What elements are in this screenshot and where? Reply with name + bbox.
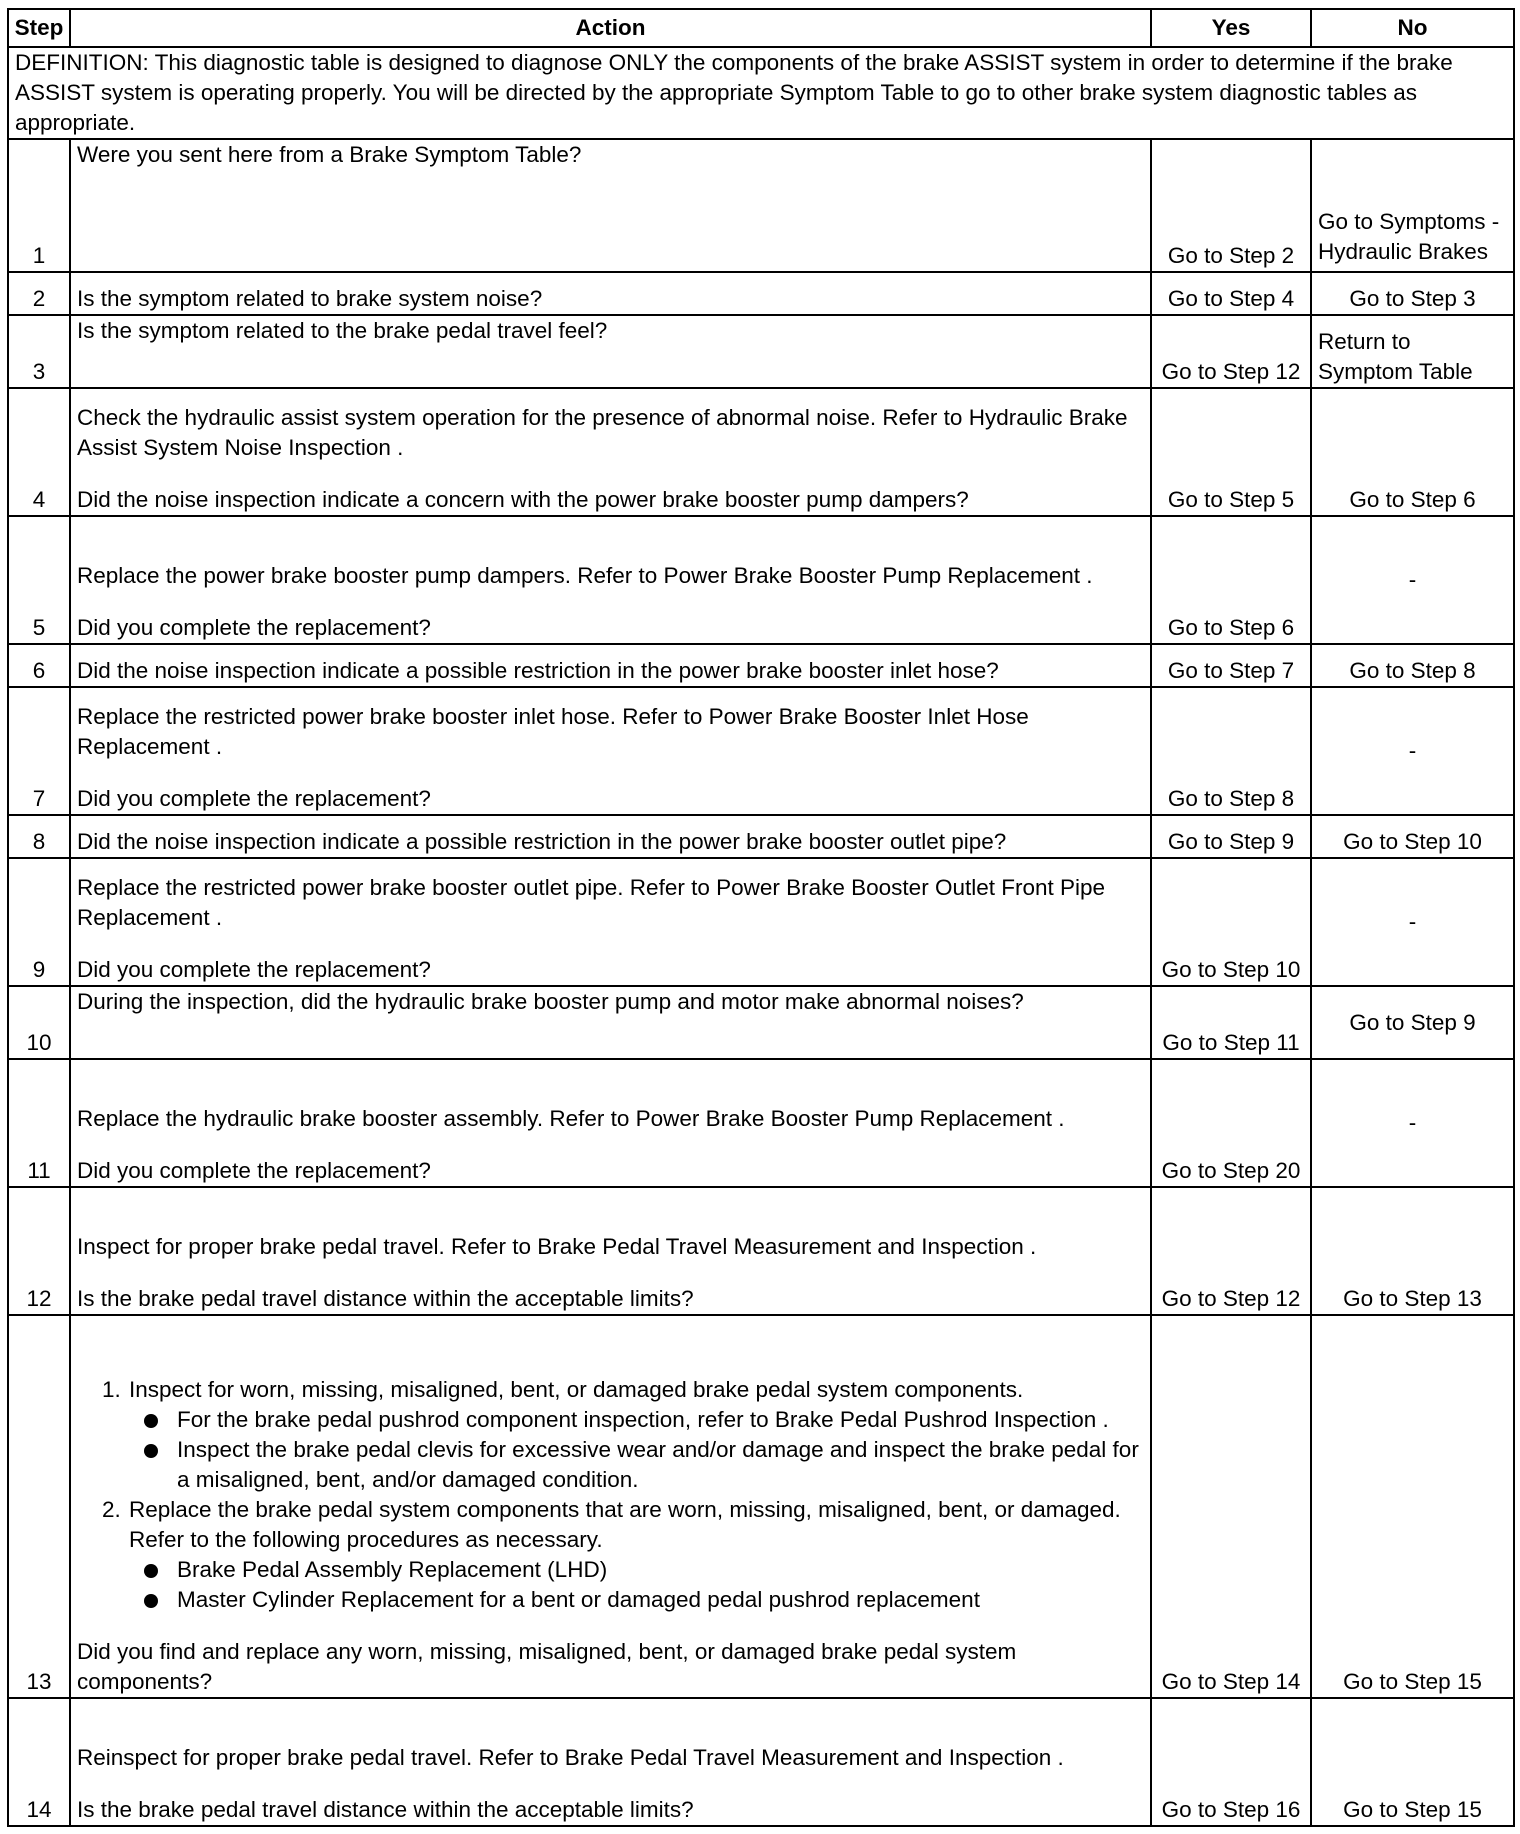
table-row — [8, 1315, 1514, 1698]
table-row — [8, 1187, 1514, 1315]
table-row — [8, 986, 1514, 1059]
no-result: - — [1311, 516, 1514, 644]
step-action: Is the symptom related to brake system noise? — [70, 272, 1151, 315]
step-action: Check the hydraulic assist system operation for the presence of abnormal noise. Refer to Hydraulic Brake Assist System Noise Inspection . — [77, 405, 1128, 460]
no-result: - — [1311, 687, 1514, 815]
no-result: - — [1311, 858, 1514, 986]
diagnostic-table — [7, 8, 1515, 1827]
step-number: 4 — [8, 388, 70, 516]
procedure-item — [127, 1495, 1144, 1615]
step-action: Is the symptom related to the brake pedal travel feel? — [70, 315, 1151, 388]
step-action: Were you sent here from a Brake Symptom Table? — [70, 139, 1151, 272]
header-no: No — [1311, 9, 1514, 47]
bullet-item — [177, 1405, 1144, 1435]
bullet-item — [177, 1585, 1144, 1615]
step-action-cell — [70, 1698, 1151, 1826]
yes-result: Go to Step 5 — [1151, 388, 1311, 516]
no-result: Go to Step 9 — [1311, 986, 1514, 1059]
bullet-text: Brake Pedal Assembly Replacement (LHD) — [177, 1557, 608, 1582]
yes-result: Go to Step 12 — [1151, 315, 1311, 388]
step-number: 6 — [8, 644, 70, 687]
table-row — [8, 516, 1514, 644]
bullet-item — [177, 1435, 1144, 1495]
step-number: 8 — [8, 815, 70, 858]
yes-result: Go to Step 16 — [1151, 1698, 1311, 1826]
bullet-dot-icon — [144, 1564, 158, 1578]
step-question: Is the brake pedal travel distance within the acceptable limits? — [77, 1797, 694, 1822]
step-action: Did the noise inspection indicate a possible restriction in the power brake booster outlet pipe? — [70, 815, 1151, 858]
no-result: Return to Symptom Table — [1311, 315, 1514, 388]
no-result: Go to Step 6 — [1311, 388, 1514, 516]
step-question: Did you complete the replacement? — [77, 786, 431, 811]
table-row — [8, 139, 1514, 272]
bullet-text: For the brake pedal pushrod component inspection, refer to Brake Pedal Pushrod Inspection . — [177, 1407, 1109, 1432]
step-number: 14 — [8, 1698, 70, 1826]
table-row — [8, 315, 1514, 388]
step-action-cell — [70, 1059, 1151, 1187]
no-result: - — [1311, 1059, 1514, 1187]
yes-result: Go to Step 14 — [1151, 1315, 1311, 1698]
no-result: Go to Step 13 — [1311, 1187, 1514, 1315]
no-result: Go to Step 15 — [1311, 1315, 1514, 1698]
step-action: Replace the power brake booster pump dampers. Refer to Power Brake Booster Pump Replacement . — [77, 563, 1093, 588]
bullet-text: Master Cylinder Replacement for a bent or damaged pedal pushrod replacement — [177, 1587, 980, 1612]
header-step: Step — [8, 9, 70, 47]
yes-result: Go to Step 20 — [1151, 1059, 1311, 1187]
yes-result: Go to Step 12 — [1151, 1187, 1311, 1315]
bullet-dot-icon — [144, 1444, 158, 1458]
no-result: Go to Symptoms - Hydraulic Brakes — [1311, 139, 1514, 272]
step-action: Reinspect for proper brake pedal travel. Refer to Brake Pedal Travel Measurement and Inspection . — [77, 1745, 1064, 1770]
step-number: 13 — [8, 1315, 70, 1698]
no-result: Go to Step 10 — [1311, 815, 1514, 858]
step-action-cell — [70, 388, 1151, 516]
procedure-item — [127, 1375, 1144, 1495]
step-action-cell — [70, 858, 1151, 986]
yes-result: Go to Step 6 — [1151, 516, 1311, 644]
step-number: 10 — [8, 986, 70, 1059]
yes-result: Go to Step 4 — [1151, 272, 1311, 315]
yes-result: Go to Step 8 — [1151, 687, 1311, 815]
step-question: Did you complete the replacement? — [77, 957, 431, 982]
step-number: 2 — [8, 272, 70, 315]
step-number: 5 — [8, 516, 70, 644]
table-row — [8, 644, 1514, 687]
no-result: Go to Step 15 — [1311, 1698, 1514, 1826]
step-action: Did the noise inspection indicate a possible restriction in the power brake booster inlet hose? — [70, 644, 1151, 687]
bullet-list — [129, 1555, 1144, 1615]
procedure-list — [77, 1375, 1144, 1615]
step-action: Replace the restricted power brake booster inlet hose. Refer to Power Brake Booster Inlet Hose Replacement . — [77, 704, 1029, 759]
procedure-text: Replace the brake pedal system components that are worn, missing, misaligned, bent, or damaged. Refer to the following procedures as necessary. — [129, 1497, 1121, 1552]
step-number: 9 — [8, 858, 70, 986]
bullet-list — [129, 1405, 1144, 1495]
no-result: Go to Step 8 — [1311, 644, 1514, 687]
yes-result: Go to Step 10 — [1151, 858, 1311, 986]
step-question: Did the noise inspection indicate a concern with the power brake booster pump dampers? — [77, 487, 969, 512]
step-action: Inspect for proper brake pedal travel. Refer to Brake Pedal Travel Measurement and Inspection . — [77, 1234, 1037, 1259]
header-action: Action — [70, 9, 1151, 47]
table-row — [8, 687, 1514, 815]
step-action: Replace the hydraulic brake booster assembly. Refer to Power Brake Booster Pump Replacement . — [77, 1106, 1065, 1131]
step-number: 12 — [8, 1187, 70, 1315]
bullet-item — [177, 1555, 1144, 1585]
procedure-text: Inspect for worn, missing, misaligned, bent, or damaged brake pedal system components. — [129, 1377, 1024, 1402]
step-number: 1 — [8, 139, 70, 272]
step-number: 11 — [8, 1059, 70, 1187]
step-number: 7 — [8, 687, 70, 815]
definition-row — [8, 47, 1514, 139]
table-row — [8, 1698, 1514, 1826]
table-row — [8, 815, 1514, 858]
table-row — [8, 858, 1514, 986]
step-question: Did you complete the replacement? — [77, 1158, 431, 1183]
header-yes: Yes — [1151, 9, 1311, 47]
no-result: Go to Step 3 — [1311, 272, 1514, 315]
step-question: Did you complete the replacement? — [77, 615, 431, 640]
step-action-cell — [70, 516, 1151, 644]
bullet-dot-icon — [144, 1594, 158, 1608]
step-question: Did you find and replace any worn, missing, misaligned, bent, or damaged brake pedal system components? — [77, 1639, 1017, 1694]
step-action-cell — [70, 687, 1151, 815]
step-number: 3 — [8, 315, 70, 388]
yes-result: Go to Step 11 — [1151, 986, 1311, 1059]
table-row — [8, 388, 1514, 516]
step-action-cell — [70, 1315, 1151, 1698]
table-row — [8, 1059, 1514, 1187]
step-question: Is the brake pedal travel distance within the acceptable limits? — [77, 1286, 694, 1311]
step-action: Replace the restricted power brake booster outlet pipe. Refer to Power Brake Booster Outlet Front Pipe Replacement . — [77, 875, 1106, 930]
yes-result: Go to Step 2 — [1151, 139, 1311, 272]
yes-result: Go to Step 7 — [1151, 644, 1311, 687]
header-row — [8, 9, 1514, 47]
step-action-cell — [70, 1187, 1151, 1315]
bullet-dot-icon — [144, 1414, 158, 1428]
yes-result: Go to Step 9 — [1151, 815, 1311, 858]
definition-text: DEFINITION: This diagnostic table is designed to diagnose ONLY the components of the brake ASSIST system in order to determine if the brake ASSIST system is operating properly. You will be directed by the appropriate Symptom Table to go to other brake system diagnostic tables as appropriate. — [8, 47, 1514, 139]
step-action: During the inspection, did the hydraulic brake booster pump and motor make abnormal noises? — [70, 986, 1151, 1059]
bullet-text: Inspect the brake pedal clevis for excessive wear and/or damage and inspect the brake pedal for a misaligned, bent, and/or damaged condition. — [177, 1437, 1139, 1492]
table-row — [8, 272, 1514, 315]
